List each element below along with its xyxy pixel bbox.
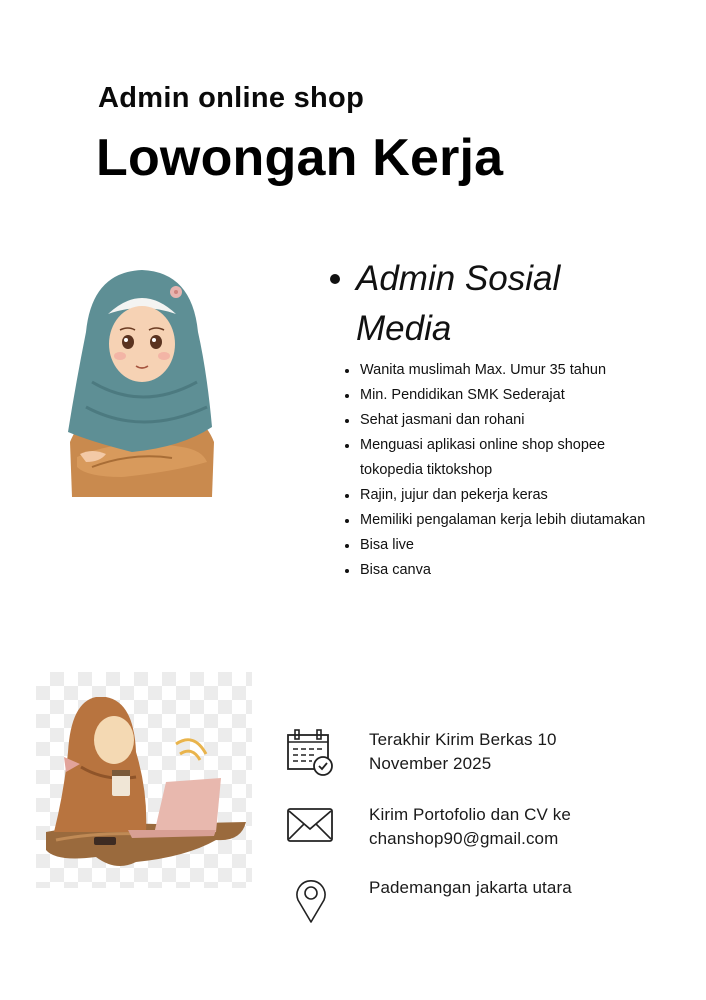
page-title: Lowongan Kerja	[96, 129, 504, 187]
position-title	[326, 254, 686, 354]
email-row	[286, 803, 571, 853]
requirement-item: Wanita muslimah Max. Umur 35 tahun	[326, 358, 686, 383]
email-text	[369, 803, 571, 850]
requirement-item: Min. Pendidikan SMK Sederajat	[326, 383, 686, 408]
location-line1: Pademangan jakarta utara	[369, 878, 572, 897]
deadline-text	[369, 728, 557, 775]
position-title-line1: Admin Sosial	[356, 259, 561, 298]
calendar-check-icon	[286, 728, 336, 778]
requirements-list	[326, 358, 686, 583]
subtitle: Admin online shop	[98, 82, 365, 114]
requirement-item: Memiliki pengalaman kerja lebih diutamakan	[326, 508, 686, 533]
deadline-line2: November 2025	[369, 753, 492, 773]
email-address[interactable]: chanshop90@gmail.com	[369, 828, 559, 848]
email-line1: Kirim Portofolio dan CV ke	[369, 805, 571, 824]
bullet-icon	[330, 274, 340, 284]
location-row	[286, 876, 572, 928]
requirement-item: Bisa live	[326, 533, 686, 558]
requirement-item: Sehat jasmani dan rohani	[326, 408, 686, 433]
deadline-row	[286, 728, 557, 778]
envelope-icon	[286, 803, 336, 853]
map-pin-icon	[286, 878, 336, 928]
requirement-item: Bisa canva	[326, 558, 686, 583]
requirement-item: Menguasi aplikasi online shop shopee tokopedia tiktokshop	[326, 433, 630, 483]
position-title-line2: Media	[356, 309, 452, 348]
hijab-woman-illustration	[62, 262, 222, 502]
deadline-line1: Terakhir Kirim Berkas 10	[369, 730, 557, 749]
position-section	[326, 254, 686, 583]
requirement-item: Rajin, jujur dan pekerja keras	[326, 483, 686, 508]
laptop-woman-illustration	[36, 672, 252, 888]
location-text	[369, 876, 572, 900]
